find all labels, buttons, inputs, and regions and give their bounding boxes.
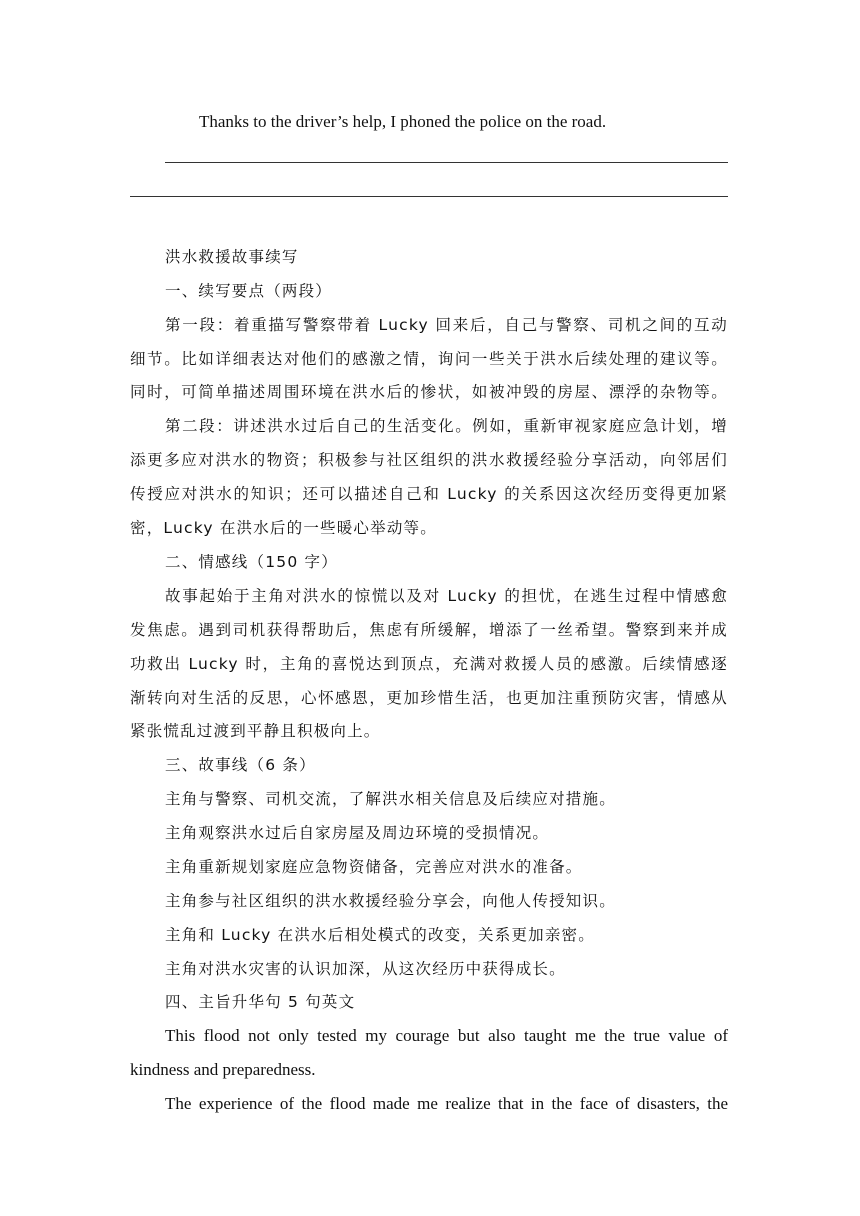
part2-heading: 二、情感线（150 字）	[165, 553, 338, 571]
theme-sentence-line: kindness and preparedness.	[130, 1060, 316, 1079]
part1-para2-line: 添更多应对洪水的物资；积极参与社区组织的洪水救援经验分享活动，向邻居们	[130, 451, 728, 469]
part2-line: 紧张慌乱过渡到平静且积极向上。	[130, 722, 381, 740]
storyline-item: 主角和 Lucky 在洪水后相处模式的改变，关系更加亲密。	[165, 926, 595, 944]
part1-para2-line: 第二段：讲述洪水过后自己的生活变化。例如，重新审视家庭应急计划，增	[165, 417, 728, 435]
part1-para1-line: 第一段：着重描写警察带着 Lucky 回来后，自己与警察、司机之间的互动	[165, 316, 728, 334]
storyline-item: 主角与警察、司机交流，了解洪水相关信息及后续应对措施。	[165, 790, 616, 808]
section-title: 洪水救援故事续写	[165, 248, 299, 266]
part1-para1-line: 同时，可简单描述周围环境在洪水后的惨状，如被冲毁的房屋、漂浮的杂物等。	[130, 383, 728, 401]
theme-sentence-line: This flood not only tested my courage but also taught me the true value of	[165, 1026, 728, 1045]
part1-heading: 一、续写要点（两段）	[165, 282, 333, 300]
storyline-item: 主角参与社区组织的洪水救援经验分享会，向他人传授知识。	[165, 892, 616, 910]
part1-para2-line: 传授应对洪水的知识；还可以描述自己和 Lucky 的关系因这次经历变得更加紧	[130, 485, 728, 503]
storyline-item: 主角观察洪水过后自家房屋及周边环境的受损情况。	[165, 824, 550, 842]
part2-line: 故事起始于主角对洪水的惊慌以及对 Lucky 的担忧，在逃生过程中情感愈	[165, 587, 728, 605]
storyline-item: 主角重新规划家庭应急物资储备，完善应对洪水的准备。	[165, 858, 583, 876]
part2-line: 渐转向对生活的反思，心怀感恩，更加珍惜生活，也更加注重预防灾害，情感从	[130, 689, 728, 707]
part1-para2-line: 密，Lucky 在洪水后的一些暖心举动等。	[130, 519, 437, 537]
part1-para1-line: 细节。比如详细表达对他们的感激之情，询问一些关于洪水后续处理的建议等。	[130, 350, 728, 368]
part4-heading: 四、主旨升华句 5 句英文	[165, 993, 356, 1011]
part2-line: 功救出 Lucky 时，主角的喜悦达到顶点，充满对救援人员的感激。后续情感逐	[130, 655, 728, 673]
answer-line-2	[130, 196, 728, 197]
part2-line: 发焦虑。遇到司机获得帮助后，焦虑有所缓解，增添了一丝希望。警察到来并成	[130, 621, 728, 639]
part3-heading: 三、故事线（6 条）	[165, 756, 316, 774]
answer-line-1	[165, 162, 728, 163]
intro-sentence: Thanks to the driver’s help, I phoned the police on the road.	[199, 112, 607, 131]
theme-sentence-line: The experience of the flood made me realize that in the face of disasters, the	[165, 1094, 728, 1113]
storyline-item: 主角对洪水灾害的认识加深，从这次经历中获得成长。	[165, 960, 566, 978]
